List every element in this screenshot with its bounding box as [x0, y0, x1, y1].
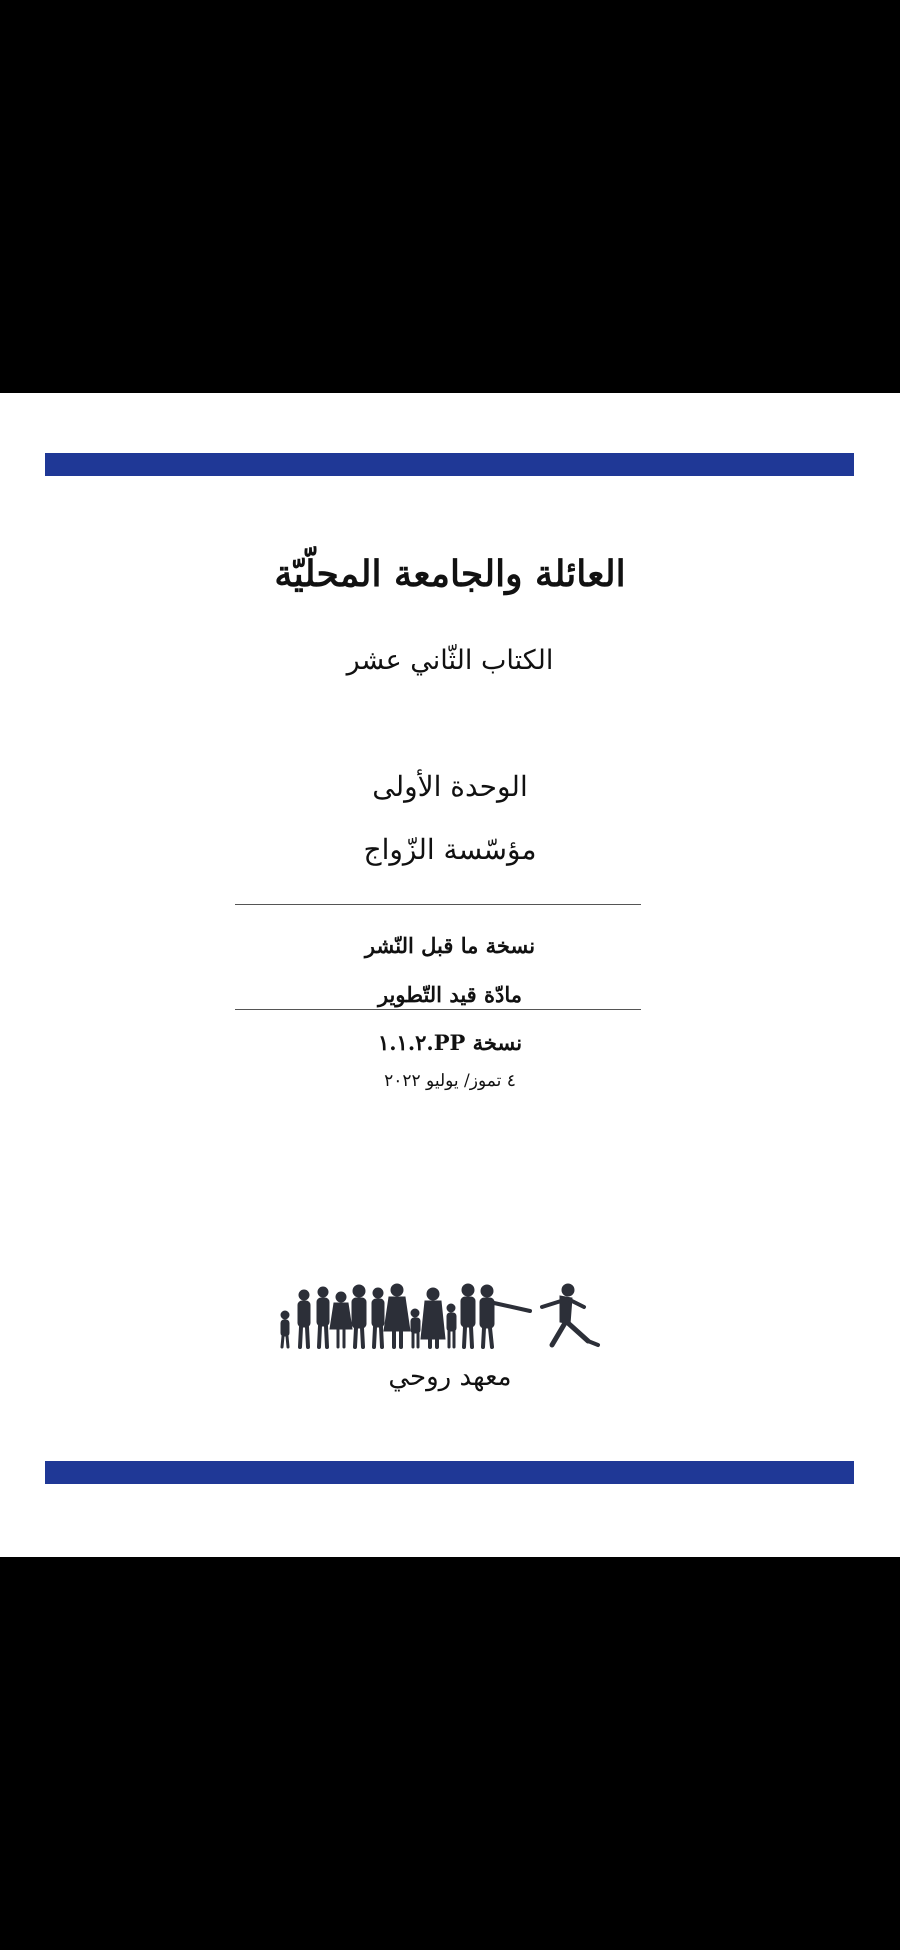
book-number: الكتاب الثّاني عشر — [346, 645, 554, 676]
family-silhouette-icon — [276, 1281, 610, 1349]
version-label: نسخة PP.١.١.٢ — [377, 1030, 523, 1055]
in-development-label: مادّة قيد التّطوير — [377, 982, 523, 1007]
prepublication-label: نسخة ما قبل النّشر — [364, 933, 536, 958]
date-label: ٤ تموز/ يوليو ٢٠٢٢ — [384, 1071, 516, 1091]
divider-bottom — [235, 1009, 641, 1010]
publisher-name: معهد روحي — [388, 1362, 512, 1392]
top-blue-band — [45, 453, 854, 476]
unit-label: الوحدة الأولى — [372, 770, 528, 803]
bottom-blue-band — [45, 1461, 854, 1484]
divider-top — [235, 904, 641, 905]
book-cover-page — [0, 393, 900, 1557]
unit-name: مؤسّسة الزّواج — [363, 833, 537, 866]
book-title: العائلة والجامعة المحلّيّة — [274, 553, 626, 595]
